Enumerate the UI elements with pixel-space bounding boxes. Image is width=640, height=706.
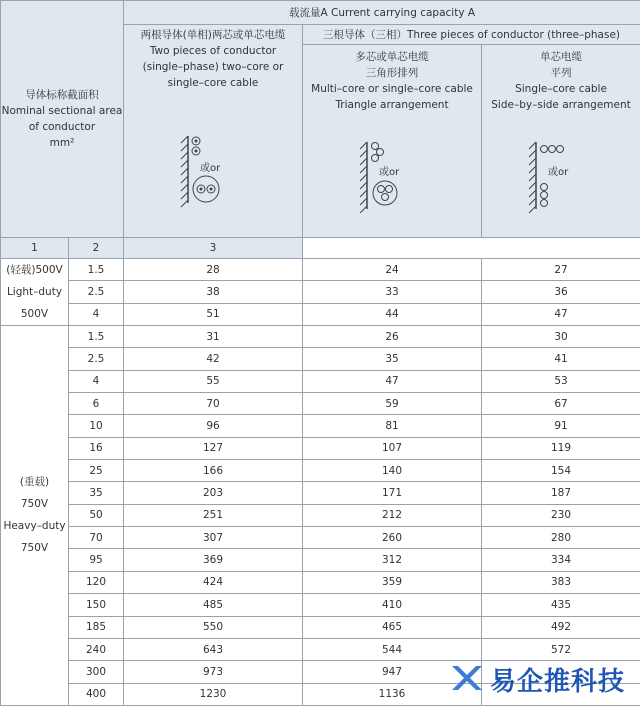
capacity-cell: 492 — [482, 616, 640, 638]
table-row — [1, 482, 640, 504]
capacity-cell: 383 — [482, 571, 640, 593]
capacity-cell: 47 — [303, 370, 482, 392]
triangle-arrangement-icon — [357, 137, 427, 217]
capacity-cell: 334 — [482, 549, 640, 571]
area-cell: 1.5 — [69, 259, 124, 281]
capacity-cell: 465 — [303, 616, 482, 638]
area-cell: 185 — [69, 616, 124, 638]
capacity-cell: 24 — [303, 259, 482, 281]
table-row — [1, 281, 640, 303]
table-row — [1, 370, 640, 392]
capacity-cell: 33 — [303, 281, 482, 303]
table-row — [1, 303, 640, 325]
area-cell: 95 — [69, 549, 124, 571]
capacity-cell: 41 — [482, 348, 640, 370]
area-cell: 240 — [69, 638, 124, 660]
capacity-cell: 550 — [124, 616, 303, 638]
area-cell: 120 — [69, 571, 124, 593]
svg-text:或or: 或or — [379, 165, 400, 178]
area-cell: 50 — [69, 504, 124, 526]
capacity-cell: 166 — [124, 460, 303, 482]
capacity-cell: 44 — [303, 303, 482, 325]
capacity-cell: 171 — [303, 482, 482, 504]
svg-text:或or: 或or — [200, 161, 221, 174]
capacity-cell: 280 — [482, 527, 640, 549]
table-row — [1, 549, 640, 571]
capacity-cell: 107 — [303, 437, 482, 459]
capacity-cell: 35 — [303, 348, 482, 370]
capacity-cell: 42 — [124, 348, 303, 370]
table-row — [1, 638, 640, 660]
capacity-cell: 1230 — [124, 683, 303, 705]
capacity-cell: 67 — [482, 393, 640, 415]
capacity-cell: 572 — [482, 638, 640, 660]
table-row — [1, 348, 640, 370]
capacity-cell: 435 — [482, 594, 640, 616]
capacity-cell: 544 — [303, 638, 482, 660]
area-cell: 300 — [69, 661, 124, 683]
col1-header: 两根导体(单相)两芯或单芯电缆 Two pieces of conductor (single–phase) two–core or single–core cable 或or — [124, 25, 303, 238]
capacity-cell: 203 — [124, 482, 303, 504]
col1-number: 1 — [1, 238, 69, 259]
side-by-side-arrangement-icon — [526, 137, 596, 217]
capacity-cell: 140 — [303, 460, 482, 482]
capacity-cell: 38 — [124, 281, 303, 303]
watermark — [450, 659, 640, 699]
capacity-cell: 91 — [482, 415, 640, 437]
capacity-title: 载流量A Current carrying capacity A — [124, 1, 640, 25]
heavy-duty-group-label: (重载) 750V Heavy–duty 750V — [1, 326, 69, 706]
capacity-cell: 55 — [124, 370, 303, 392]
capacity-cell: 36 — [482, 281, 640, 303]
col3-header: 单芯电缆 平列 Single–core cable Side–by–side arrangement 或or — [482, 45, 640, 238]
capacity-cell: 212 — [303, 504, 482, 526]
table-row — [1, 326, 640, 348]
capacity-cell: 59 — [303, 393, 482, 415]
table-row — [1, 393, 640, 415]
area-cell: 1.5 — [69, 326, 124, 348]
capacity-cell: 312 — [303, 549, 482, 571]
capacity-cell: 369 — [124, 549, 303, 571]
col2-number: 2 — [69, 238, 124, 259]
area-cell: 400 — [69, 683, 124, 705]
table-row — [1, 460, 640, 482]
capacity-cell: 26 — [303, 326, 482, 348]
capacity-cell: 410 — [303, 594, 482, 616]
capacity-cell: 230 — [482, 504, 640, 526]
area-cell: 2.5 — [69, 348, 124, 370]
three-phase-header: 三根导体（三相）Three pieces of conductor (three–phase) — [303, 25, 640, 45]
capacity-cell: 643 — [124, 638, 303, 660]
capacity-cell: 1136 — [303, 683, 482, 705]
table-row — [1, 571, 640, 593]
area-cell: 70 — [69, 527, 124, 549]
capacity-cell: 27 — [482, 259, 640, 281]
capacity-cell: 127 — [124, 437, 303, 459]
capacity-cell: 154 — [482, 460, 640, 482]
section-area-header: 导体标称截面积 Nominal sectional area of conductor mm² — [1, 1, 124, 238]
table-row — [1, 594, 640, 616]
capacity-cell: 81 — [303, 415, 482, 437]
watermark-text: 易企推科技 — [490, 661, 625, 698]
capacity-cell: 359 — [303, 571, 482, 593]
col2-header: 多芯或单芯电缆 三角形排列 Multi–core or single–core cable Triangle arrangement 或or — [303, 45, 482, 238]
watermark-logo-icon — [450, 662, 484, 696]
capacity-cell: 119 — [482, 437, 640, 459]
table-row — [1, 415, 640, 437]
capacity-cell: 307 — [124, 527, 303, 549]
capacity-cell: 96 — [124, 415, 303, 437]
area-cell: 25 — [69, 460, 124, 482]
capacity-cell: 947 — [303, 661, 482, 683]
capacity-cell: 187 — [482, 482, 640, 504]
capacity-cell: 424 — [124, 571, 303, 593]
area-cell: 6 — [69, 393, 124, 415]
area-cell: 150 — [69, 594, 124, 616]
area-cell: 4 — [69, 303, 124, 325]
capacity-cell: 51 — [124, 303, 303, 325]
col3-number: 3 — [124, 238, 303, 259]
capacity-cell: 47 — [482, 303, 640, 325]
capacity-cell: 30 — [482, 326, 640, 348]
capacity-cell: 973 — [124, 661, 303, 683]
light-duty-group-label: (轻载)500V Light–duty 500V — [1, 259, 69, 326]
capacity-cell: 70 — [124, 393, 303, 415]
capacity-cell: 485 — [124, 594, 303, 616]
svg-text:或or: 或or — [548, 165, 569, 178]
capacity-cell: 260 — [303, 527, 482, 549]
area-cell: 4 — [69, 370, 124, 392]
table-row — [1, 437, 640, 459]
table-row — [1, 527, 640, 549]
capacity-cell: 28 — [124, 259, 303, 281]
area-cell: 16 — [69, 437, 124, 459]
table-row — [1, 616, 640, 638]
area-cell: 10 — [69, 415, 124, 437]
capacity-cell: 31 — [124, 326, 303, 348]
area-cell: 2.5 — [69, 281, 124, 303]
area-cell: 35 — [69, 482, 124, 504]
table-row — [1, 259, 640, 281]
table-row — [1, 504, 640, 526]
capacity-cell: 251 — [124, 504, 303, 526]
capacity-cell: 53 — [482, 370, 640, 392]
two-conductor-arrangement-icon — [178, 131, 248, 211]
